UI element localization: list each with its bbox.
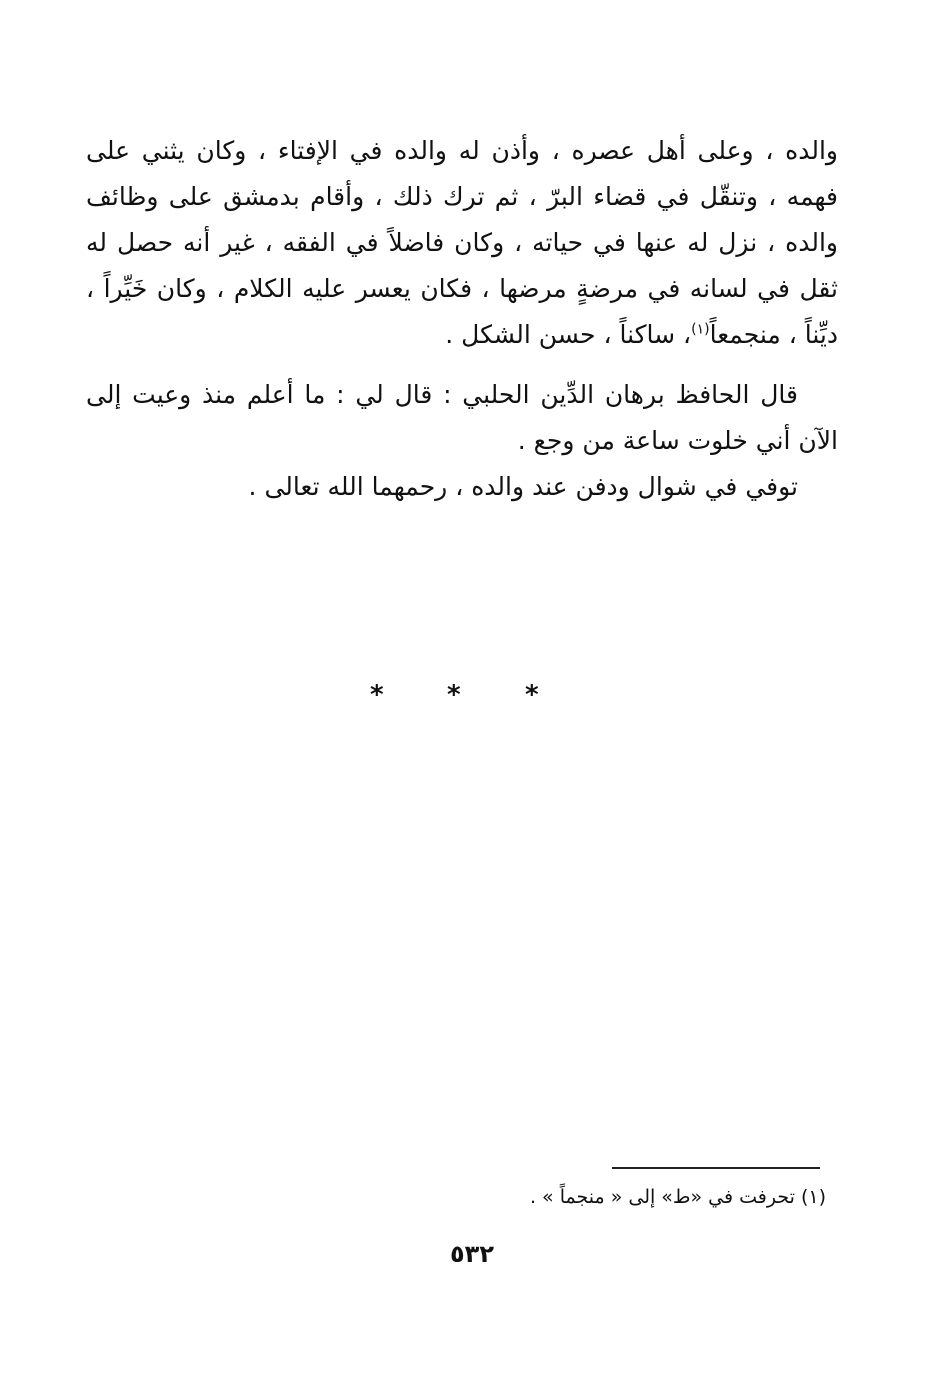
asterisk-ornament: *	[370, 680, 384, 710]
paragraph-quote: قال الحافظ برهان الدِّين الحلبي : قال لي : ما أعلم منذ وعيت إلى الآن أني خلوت ساعة من وجع .	[86, 380, 838, 455]
footnote: (١) تحرفت في «ط» إلى « منجماً » .	[529, 1186, 826, 1208]
paragraph-death: توفي في شوال ودفن عند والده ، رحمهما الله تعالى .	[248, 472, 798, 501]
page-number: ٥٣٢	[450, 1240, 494, 1268]
asterisk-ornament: *	[447, 680, 461, 710]
paragraph-biography	[86, 128, 838, 358]
paragraph-text: والده ، وعلى أهل عصره ، وأذن له والده في الإفتاء ، وكان يثني على فهمه ، وتنقّل في قضاء البرّ ، ثم ترك ذلك ، وأقام بدمشق على وظائف والده ، نزل له عنها في حياته ، وكان فاضلاً في الفقه ، غير أنه حصل له ثقل في لسانه في مرضةٍ مرضها ، فكان يعسر عليه الكلام ، وكان خَيِّراً ، ديِّناً ، منجمعاً	[86, 136, 838, 349]
asterisk-ornament: *	[525, 680, 539, 710]
footnote-reference[interactable]: (١)	[691, 321, 710, 338]
main-text-block	[86, 128, 838, 510]
section-separator	[0, 680, 944, 720]
paragraph-text-continued: ، ساكناً ، حسن الشكل .	[445, 320, 692, 349]
footnote-divider	[612, 1167, 820, 1169]
